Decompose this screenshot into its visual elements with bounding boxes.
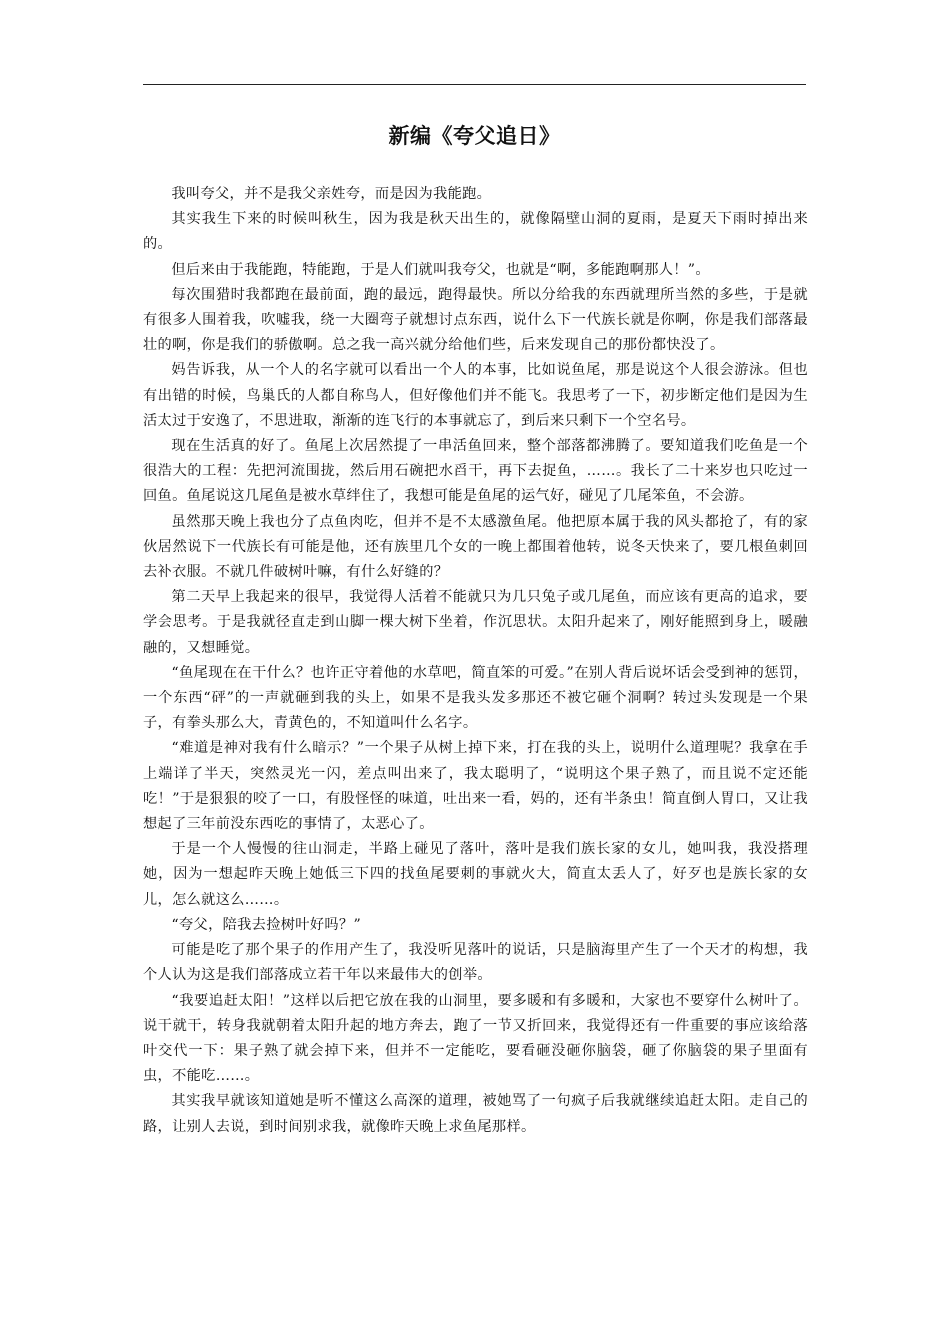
- paragraph: “夸父，陪我去捡树叶好吗？”: [171, 916, 362, 933]
- paragraph: “难道是神对我有什么暗示？”一个果子从树上掉下来，打在我的头上，说明什么道理呢？我拿在手上端详了半天，突然灵光一闪，差点叫出来了，我太聪明了，“说明这个果子熟了，而且说不定还能吃！”于是狠狠的咬了一口，有股怪怪的味道，吐出来一看，妈的，还有半条虫！简直倒人胃口，又让我想起了三年前没东西吃的事情了，太恶心了。: [143, 740, 808, 833]
- header-rule: [143, 84, 806, 85]
- paragraph: 于是一个人慢慢的往山洞走，半路上碰见了落叶，落叶是我们族长家的女儿，她叫我，我没搭理她，因为一想起昨天晚上她低三下四的找鱼尾要刺的事就火大，简直太丢人了，好歹也是族长家的女儿，怎么就这么……。: [143, 841, 808, 908]
- paragraph: 妈告诉我，从一个人的名字就可以看出一个人的本事，比如说鱼尾，那是说这个人很会游泳。但也有出错的时候，鸟巢氏的人都自称鸟人，但好像他们并不能飞。我思考了一下，初步断定他们是因为生活太过于安逸了，不思进取，渐渐的连飞行的本事就忘了，到后来只剩下一个空名号。: [143, 362, 808, 429]
- paragraph: 可能是吃了那个果子的作用产生了，我没听见落叶的说话，只是脑海里产生了一个天才的构想，我个人认为这是我们部落成立若干年以来最伟大的创举。: [143, 942, 808, 984]
- paragraph: 虽然那天晚上我也分了点鱼肉吃，但并不是不太感激鱼尾。他把原本属于我的风头都抢了，有的家伙居然说下一代族长有可能是他，还有族里几个女的一晚上都围着他转，说冬天快来了，要几根鱼刺回去补衣服。不就几件破树叶嘛，有什么好缝的？: [143, 513, 808, 581]
- paragraph: 其实我生下来的时候叫秋生，因为我是秋天出生的，就像隔壁山洞的夏雨，是夏天下雨时掉出来的。: [143, 211, 808, 253]
- paragraph: 现在生活真的好了。鱼尾上次居然提了一串活鱼回来，整个部落都沸腾了。要知道我们吃鱼是一个很浩大的工程：先把河流围拢，然后用石碗把水舀干，再下去捉鱼，……。我长了二十来岁也只吃过一回鱼。鱼尾说这几尾鱼是被水草绊住了，我想可能是鱼尾的运气好，碰见了几尾笨鱼，不会游。: [143, 438, 808, 505]
- document-title: 新编《夸父追日》: [388, 124, 561, 148]
- paragraph: 但后来由于我能跑，特能跑，于是人们就叫我夸父，也就是“啊，多能跑啊那人！”。: [171, 261, 710, 278]
- paragraph: 第二天早上我起来的很早，我觉得人活着不能就只为几只兔子或几尾鱼，而应该有更高的追求，要学会思考。于是我就径直走到山脚一棵大树下坐着，作沉思状。太阳升起来了，刚好能照到身上，暖融融的，又想睡觉。: [143, 589, 808, 656]
- paragraph: 每次围猎时我都跑在最前面，跑的最远，跑得最快。所以分给我的东西就理所当然的多些，于是就有很多人围着我，吹嘘我，绕一大圈弯子就想讨点东西，说什么下一代族长就是你啊，你是我们部落最壮的啊，你是我们的骄傲啊。总之我一高兴就分给他们些，后来发现自己的那份都快没了。: [143, 286, 808, 354]
- paragraph: “鱼尾现在在干什么？也许正守着他的水草吧，简直笨的可爱。”在别人背后说坏话会受到神的惩罚，一个东西“砰”的一声就砸到我的头上，如果不是我头发多那还不被它砸个洞啊？转过头发现是一个果子，有拳头那么大，青黄色的，不知道叫什么名字。: [143, 664, 808, 732]
- paragraph: 我叫夸父，并不是我父亲姓夸，而是因为我能跑。: [171, 186, 492, 202]
- paragraph: “我要追赶太阳！”这样以后把它放在我的山洞里，要多暖和有多暖和，大家也不要穿什么树叶了。说干就干，转身我就朝着太阳升起的地方奔去，跑了一节又折回来，我觉得还有一件重要的事应该给落叶交代一下：果子熟了就会掉下来，但并不一定能吃，要看砸没砸你脑袋，砸了你脑袋的果子里面有虫，不能吃……。: [143, 992, 808, 1085]
- document-body: [143, 182, 808, 1140]
- paragraph: 其实我早就该知道她是听不懂这么高深的道理，被她骂了一句疯子后我就继续追赶太阳。走自己的路，让别人去说，到时间别求我，就像昨天晚上求鱼尾那样。: [143, 1093, 808, 1135]
